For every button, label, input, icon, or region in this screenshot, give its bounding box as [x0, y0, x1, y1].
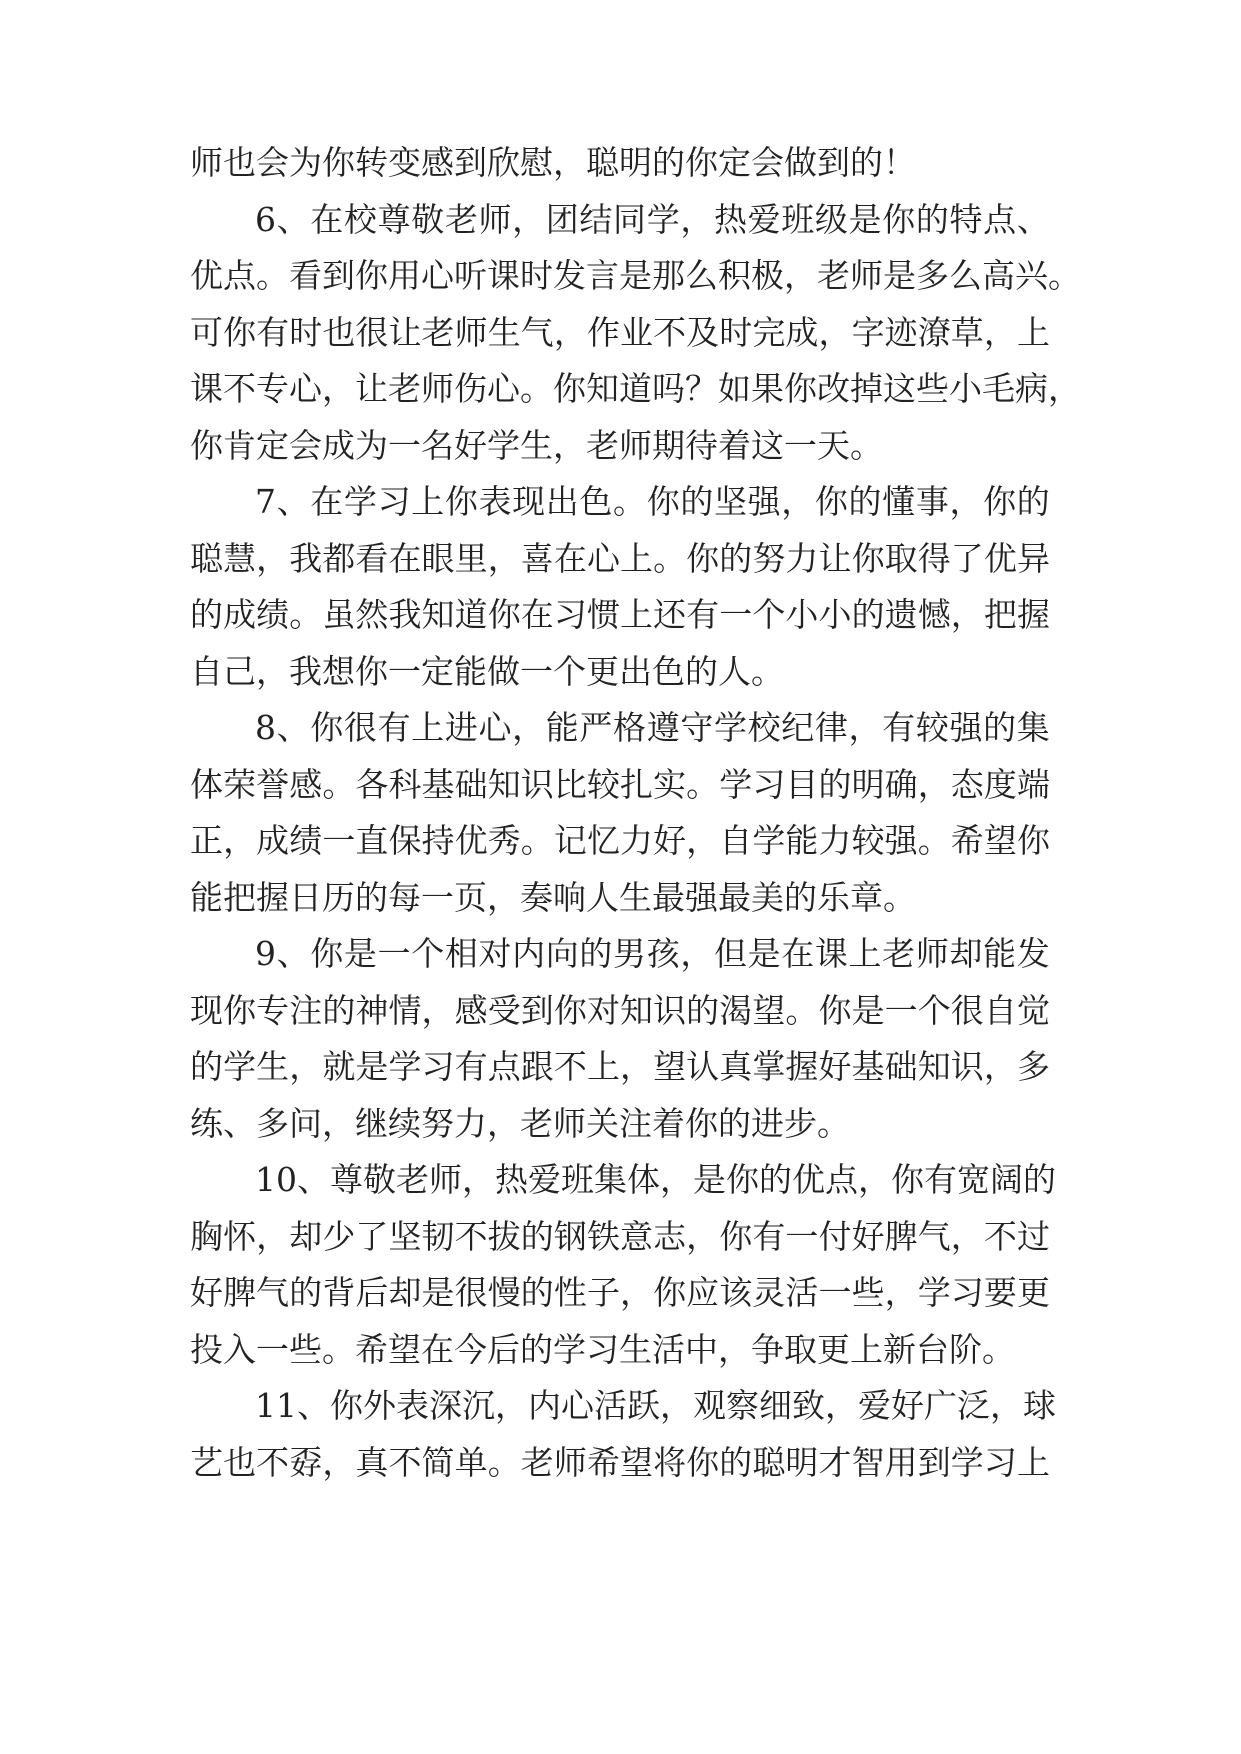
text-line: 师也会为你转变感到欣慰，聪明的你定会做到的！ — [190, 143, 916, 182]
text-line: 聪 慧 ， 我 都 看 在 眼 里 ， 喜 在 心 上 。 你 的 努 力 让 你 取 得 了 优 异 — [190, 539, 1050, 578]
text-line: 自己，我想你一定能做一个更出色的人。 — [190, 652, 784, 691]
text-line: 艺 也 不 孬 ， 真 不 简 单 。 老 师 希 望 将 你 的 聪 明 才 智 用 到 学 习 上 — [190, 1443, 1050, 1482]
text-line: 现 你 专 注 的 神 情 ， 感 受 到 你 对 知 识 的 渴 望 。 你 是 一 个 很 自 觉 — [190, 991, 1050, 1030]
text-line: 的 成 绩 。 虽 然 我 知 道 你 在 习 惯 上 还 有 一 个 小 小 的 遗 憾 ， 把 握 — [190, 595, 1050, 634]
text-line: 体 荣 誉 感 。 各 科 基 础 知 识 比 较 扎 实 。 学 习 目 的 明 确 ， 态 度 端 — [190, 765, 1050, 804]
text-line: 你肯定会成为一名好学生，老师期待着这一天。 — [190, 426, 883, 465]
text-line: 课 不 专 心 ， 让 老 师 伤 心 。 你 知 道 吗 ？ 如 果 你 改 掉 这 些 小 毛 病 ， — [190, 369, 1081, 408]
text-line: 能把握日历的每一页，奏响人生最强最美的乐章。 — [190, 878, 916, 917]
text-line: 好 脾 气 的 背 后 却 是 很 慢 的 性 子 ， 你 应 该 灵 活 一 些 ， 学 习 要 更 — [190, 1273, 1050, 1312]
text-line: 1 1 、 你 外 表 深 沉 ， 内 心 活 跃 ， 观 察 细 致 ， 爱 好 广 泛 ， 球 — [255, 1386, 1056, 1425]
text-line: 的 学 生 ， 就 是 学 习 有 点 跟 不 上 ， 望 认 真 掌 握 好 基 础 知 识 ， 多 — [190, 1047, 1050, 1086]
text-line: 练、多问，继续努力，老师关注着你的进步。 — [190, 1104, 850, 1143]
text-line: 投入一些。希望在今后的学习生活中，争取更上新台阶。 — [190, 1330, 1015, 1369]
text-line: 8 、 你 很 有 上 进 心 ， 能 严 格 遵 守 学 校 纪 律 ， 有 较 强 的 集 — [255, 708, 1050, 747]
text-line: 胸 怀 ， 却 少 了 坚 韧 不 拔 的 钢 铁 意 志 ， 你 有 一 付 好 脾 气 ， 不 过 — [190, 1217, 1050, 1256]
text-line: 7 、 在 学 习 上 你 表 现 出 色 。 你 的 坚 强 ， 你 的 懂 事 ， 你 的 — [255, 482, 1050, 521]
text-line: 6 、 在 校 尊 敬 老 师 ， 团 结 同 学 ， 热 爱 班 级 是 你 的 特 点 、 — [255, 200, 1050, 239]
text-line: 优 点 。 看 到 你 用 心 听 课 时 发 言 是 那 么 积 极 ， 老 师 是 多 么 高 兴 。 — [190, 256, 1081, 295]
text-line: 9 、 你 是 一 个 相 对 内 向 的 男 孩 ， 但 是 在 课 上 老 师 却 能 发 — [255, 934, 1050, 973]
text-line: 1 0 、 尊 敬 老 师 ， 热 爱 班 集 体 ， 是 你 的 优 点 ， 你 有 宽 阔 的 — [255, 1160, 1056, 1199]
text-line: 正 ， 成 绩 一 直 保 持 优 秀 。 记 忆 力 好 ， 自 学 能 力 较 强 。 希 望 你 — [190, 821, 1050, 860]
text-line: 可 你 有 时 也 很 让 老 师 生 气 ， 作 业 不 及 时 完 成 ， 字 迹 潦 草 ， 上 — [190, 313, 1050, 352]
